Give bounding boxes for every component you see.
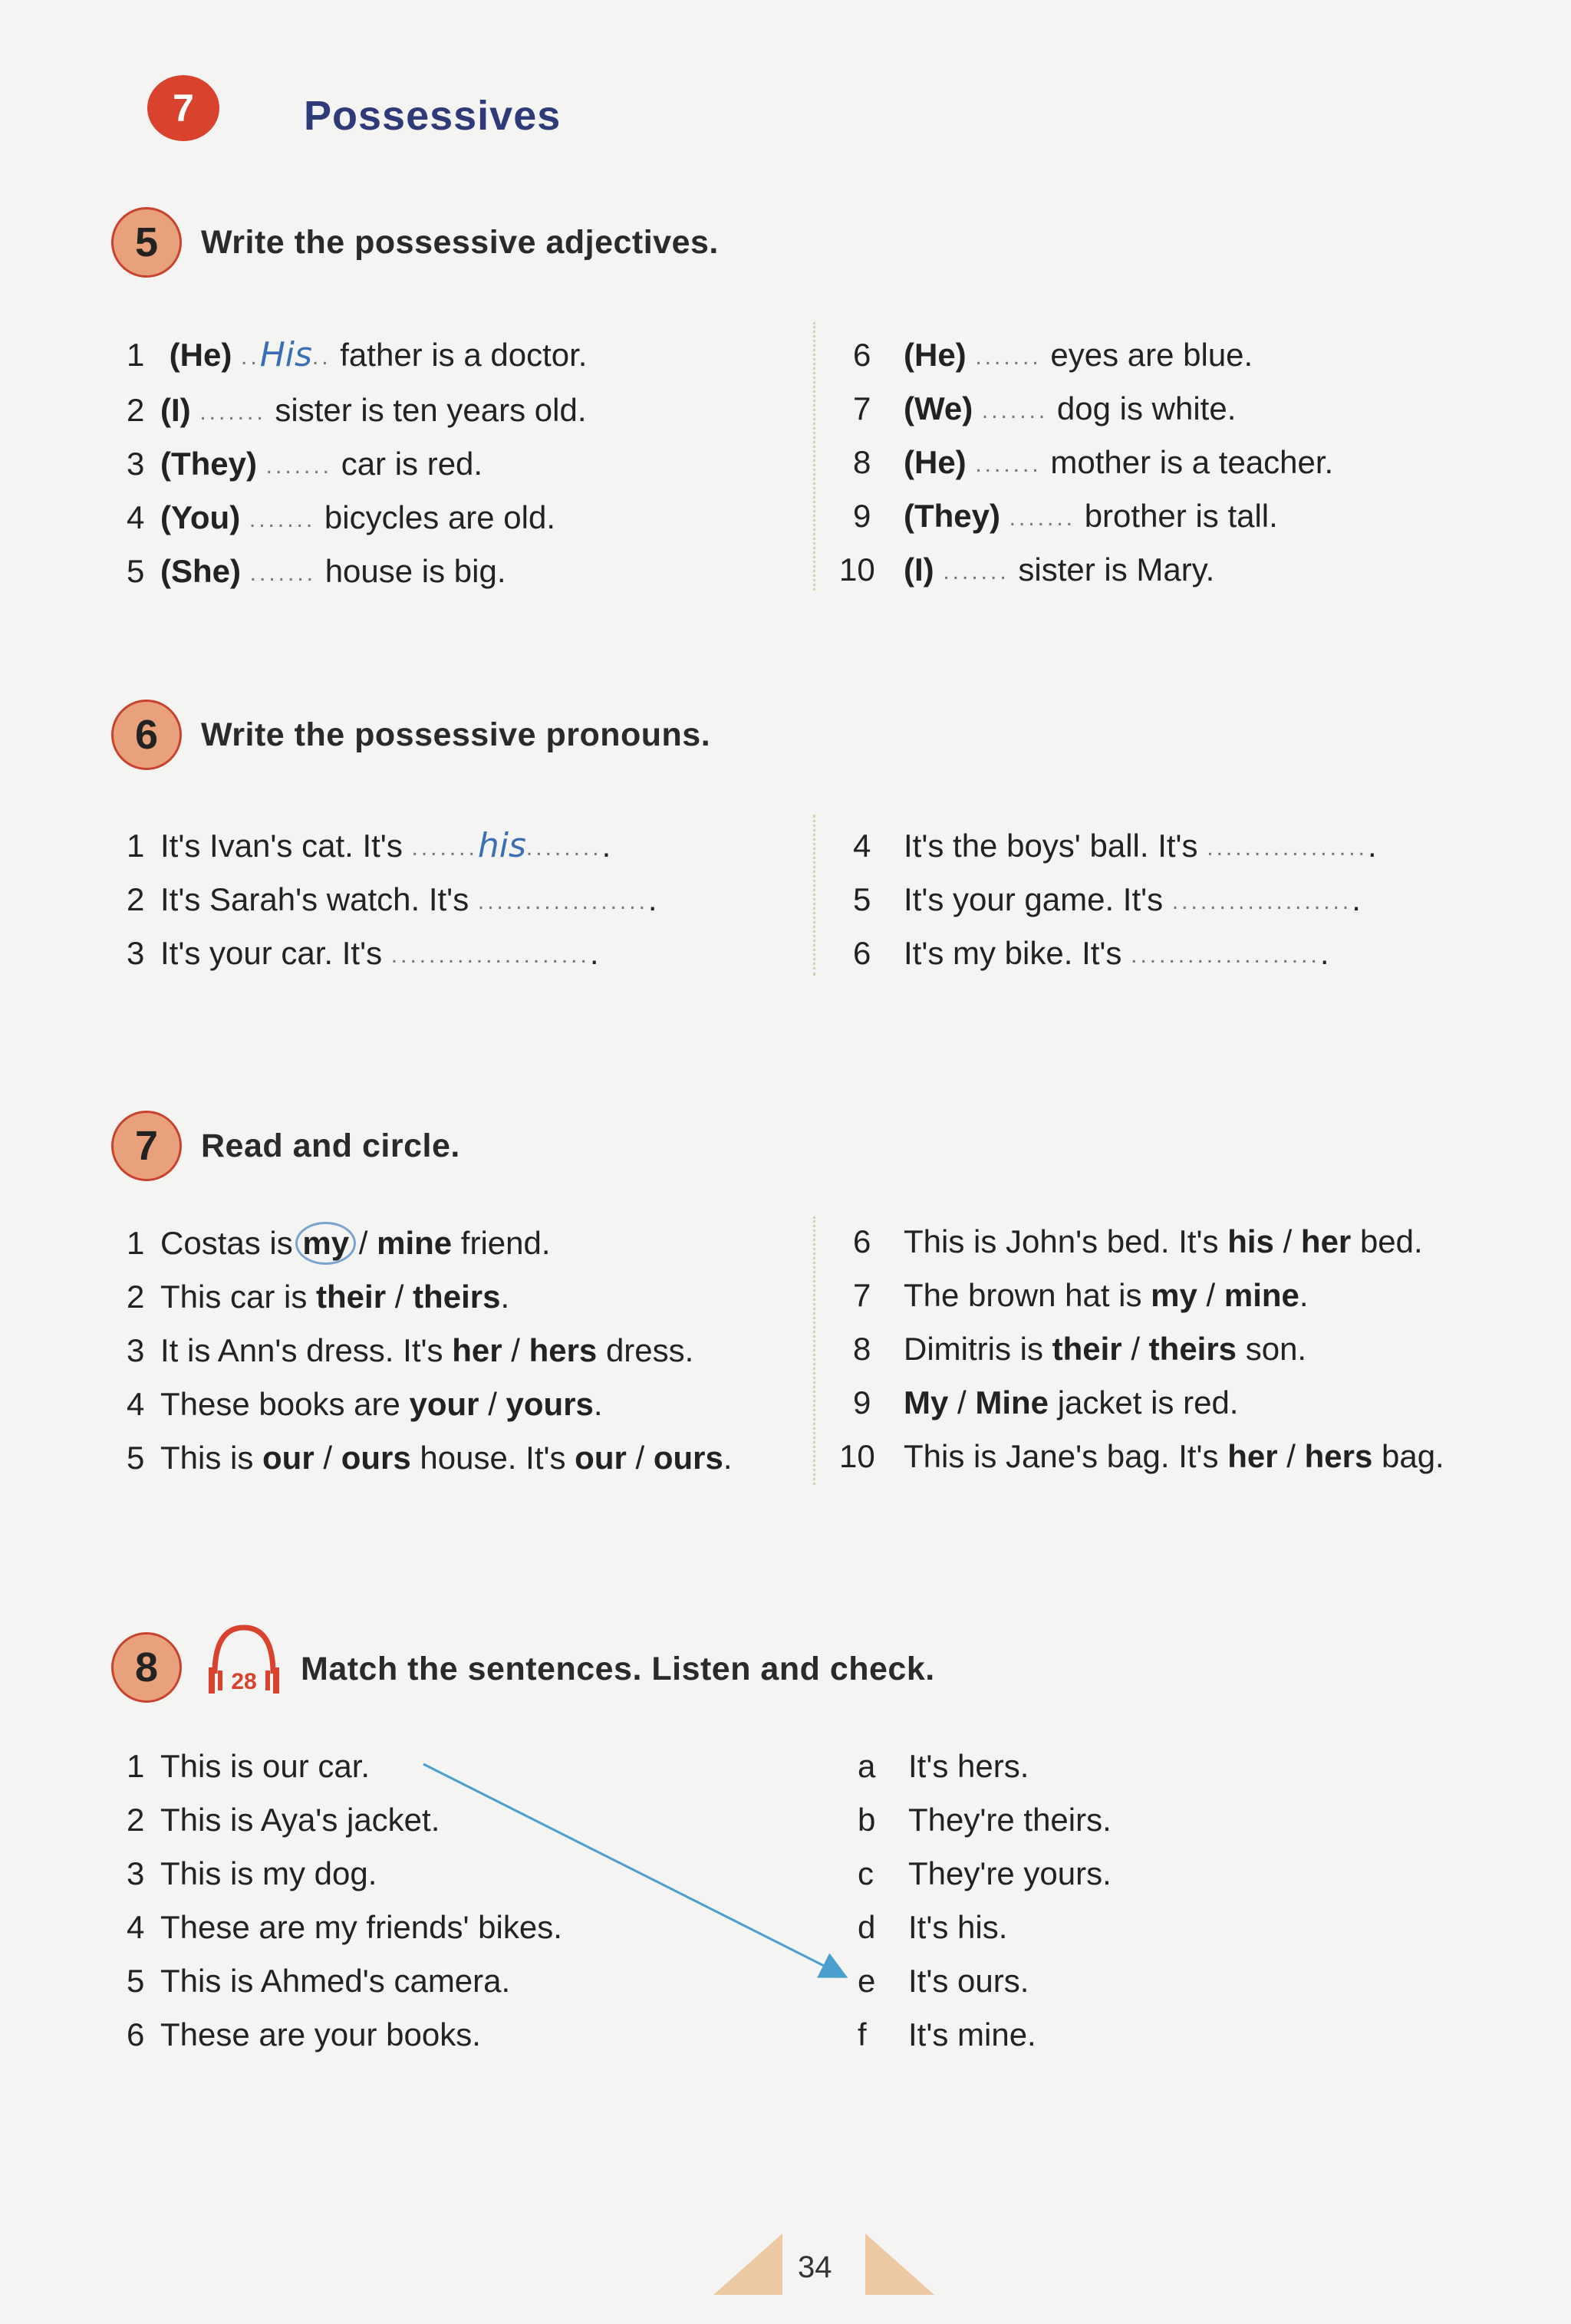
answer-blank[interactable]: .................. <box>477 888 648 914</box>
answer-blank[interactable]: ....... <box>249 506 316 532</box>
choice-option[interactable]: hers <box>1304 1438 1373 1474</box>
answer-blank[interactable]: ....... <box>199 399 266 425</box>
ex5-item-4: 4 (You) ....... bicycles are old. <box>127 499 555 539</box>
answer-blank[interactable]: ....... <box>975 451 1042 477</box>
choice-option[interactable]: yours <box>506 1386 594 1422</box>
exercise-5-title: Write the possessive adjectives. <box>201 224 719 261</box>
page-corner-left <box>713 2233 782 2295</box>
ex8-left-3: 3 This is my dog. <box>127 1855 377 1891</box>
ex5-item-7: 7 (We) ....... dog is white. <box>853 390 1236 430</box>
ex5-item-6: 6 (He) ....... eyes are blue. <box>853 336 1253 377</box>
ex7-item-5: 5 This is our / ours house. It's our / ours. <box>127 1440 733 1476</box>
page-number: 34 <box>798 2250 832 2284</box>
choice-option[interactable]: our <box>262 1440 315 1476</box>
ex8-left-2: 2 This is Aya's jacket. <box>127 1802 440 1838</box>
ex8-right-a: a It's hers. <box>858 1748 1029 1784</box>
ex8-right-b: b They're theirs. <box>858 1802 1112 1838</box>
ex8-left-5: 5 This is Ahmed's camera. <box>127 1963 511 1999</box>
answer-blank[interactable]: ....... <box>265 453 333 479</box>
ex7-item-2: 2 This car is their / theirs. <box>127 1279 510 1315</box>
choice-option[interactable]: her <box>1300 1223 1352 1259</box>
answer-blank[interactable]: ....... <box>943 558 1009 584</box>
ex7-item-7: 7 The brown hat is my / mine. <box>853 1277 1309 1313</box>
ex7-item-1: 1 Costas is my / mine friend. <box>127 1224 551 1262</box>
circled-answer[interactable]: my <box>295 1222 356 1265</box>
page-corner-right <box>865 2233 934 2295</box>
exercise-7-title: Read and circle. <box>201 1127 460 1164</box>
ex7-item-10: 10 This is Jane's bag. It's her / hers bag. <box>839 1438 1444 1474</box>
choice-option[interactable]: his <box>1227 1223 1274 1259</box>
ex5-item-5: 5 (She) ....... house is big. <box>127 552 506 593</box>
answer-blank[interactable]: ....... <box>1009 505 1076 531</box>
ex5-item-8: 8 (He) ....... mother is a teacher. <box>853 443 1333 484</box>
exercise-8-badge: 8 <box>111 1632 182 1703</box>
choice-option[interactable]: mine <box>377 1225 453 1261</box>
choice-option[interactable]: hers <box>529 1332 598 1368</box>
ex6-item-3: 3 It's your car. It's ...................... <box>127 934 599 975</box>
choice-option[interactable]: My <box>904 1384 949 1420</box>
answer-blank[interactable]: ................... <box>1171 888 1352 914</box>
exercise-5-badge: 5 <box>111 207 182 278</box>
choice-option[interactable]: Mine <box>975 1384 1049 1420</box>
ex8-right-f: f It's mine. <box>858 2016 1036 2052</box>
column-divider <box>813 815 815 976</box>
ex6-item-1: 1 It's Ivan's cat. It's .......his......... <box>127 826 611 865</box>
ex8-left-1: 1 This is our car. <box>127 1748 371 1784</box>
answer-blank[interactable]: ....... <box>249 560 317 586</box>
answer-blank[interactable]: ....... <box>981 397 1049 423</box>
ex5-item-3: 3 (They) ....... car is red. <box>127 445 482 486</box>
ex7-item-3: 3 It is Ann's dress. It's her / hers dress. <box>127 1332 694 1368</box>
ex8-left-4: 4 These are my friends' bikes. <box>127 1909 562 1945</box>
handwritten-answer[interactable]: His <box>259 335 312 374</box>
answer-blank[interactable]: ....... <box>975 344 1042 370</box>
choice-option[interactable]: her <box>452 1332 502 1368</box>
ex6-item-4: 4 It's the boys' ball. It's .................. <box>853 827 1377 867</box>
answer-blank[interactable]: ..................... <box>390 942 590 968</box>
choice-option[interactable]: theirs <box>413 1279 501 1315</box>
column-divider <box>813 1216 815 1485</box>
choice-option[interactable]: their <box>1052 1331 1122 1367</box>
audio-track-icon[interactable] <box>207 1620 281 1704</box>
ex8-right-c: c They're yours. <box>858 1855 1112 1891</box>
handwritten-answer[interactable]: his <box>477 826 526 865</box>
choice-option[interactable]: our <box>575 1440 627 1476</box>
ex8-right-e: e It's ours. <box>858 1963 1029 1999</box>
ex6-item-5: 5 It's your game. It's .................... <box>853 881 1361 921</box>
choice-option[interactable]: my <box>1151 1277 1197 1313</box>
ex7-item-9: 9 My / Mine jacket is red. <box>853 1384 1239 1420</box>
choice-option[interactable]: mine <box>1224 1277 1299 1313</box>
ex8-right-d: d It's his. <box>858 1909 1008 1945</box>
match-arrow <box>414 1749 859 1994</box>
exercise-6-title: Write the possessive pronouns. <box>201 716 711 753</box>
column-divider <box>813 322 815 591</box>
choice-option[interactable]: your <box>409 1386 479 1422</box>
answer-blank[interactable]: .................... <box>1131 942 1320 968</box>
answer-blank[interactable]: ................. <box>1207 834 1368 861</box>
ex6-item-2: 2 It's Sarah's watch. It's ................... <box>127 881 657 921</box>
audio-track-number: 28 <box>231 1669 257 1694</box>
ex8-left-6: 6 These are your books. <box>127 2016 481 2052</box>
choice-option[interactable]: her <box>1227 1438 1278 1474</box>
exercise-8-title: Match the sentences. Listen and check. <box>301 1651 935 1687</box>
ex7-item-8: 8 Dimitris is their / theirs son. <box>853 1331 1307 1367</box>
ex6-item-6: 6 It's my bike. It's ..................... <box>853 934 1329 975</box>
page-title: Possessives <box>304 93 562 139</box>
exercise-6-badge: 6 <box>111 700 182 770</box>
ex5-item-1: 1 (He) ..His.. father is a doctor. <box>127 335 588 374</box>
choice-option[interactable]: ours <box>341 1440 411 1476</box>
ex7-item-4: 4 These books are your / yours. <box>127 1386 603 1422</box>
unit-badge: 7 <box>147 75 219 141</box>
exercise-7-badge: 7 <box>111 1111 182 1181</box>
ex5-item-2: 2 (I) ....... sister is ten years old. <box>127 391 587 432</box>
choice-option[interactable]: their <box>316 1279 387 1315</box>
choice-option[interactable]: ours <box>653 1440 723 1476</box>
choice-option[interactable]: theirs <box>1148 1331 1237 1367</box>
ex5-item-10: 10 (I) ....... sister is Mary. <box>839 551 1214 591</box>
ex5-item-9: 9 (They) ....... brother is tall. <box>853 497 1278 538</box>
ex7-item-6: 6 This is John's bed. It's his / her bed. <box>853 1223 1423 1259</box>
